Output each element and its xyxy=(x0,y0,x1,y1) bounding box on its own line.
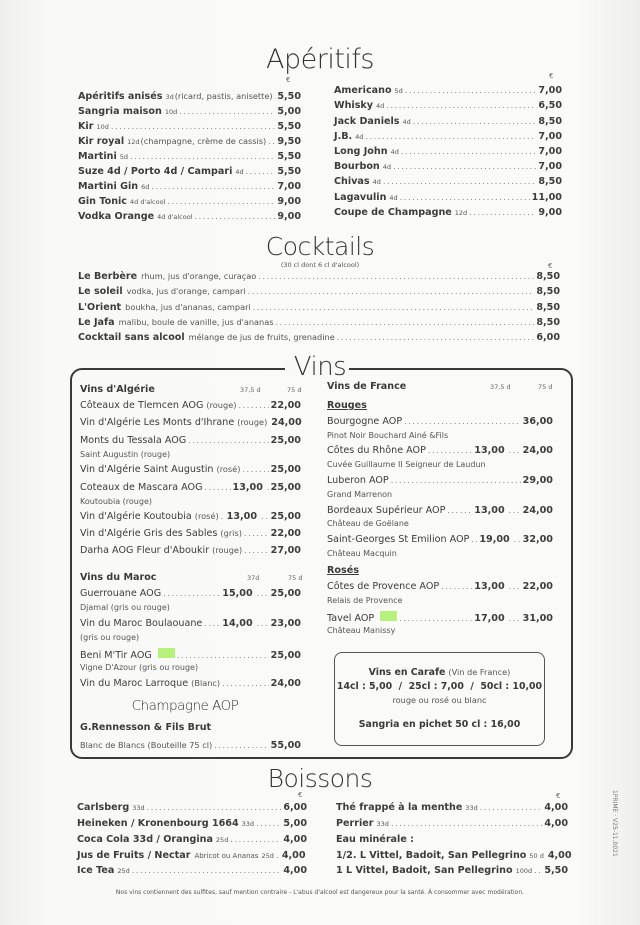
menu-item: Martini Gin 6d ..... 7,00 xyxy=(78,181,301,195)
menu-item: Martini 5d ..... 5,50 xyxy=(78,151,301,165)
wine-item: Vin du Maroc Larroque (Blanc) ..... 24,00 xyxy=(80,678,301,692)
wine-item: Vin d'Algérie Les Monts d'Ihrane (rouge) 24,00 xyxy=(80,417,302,428)
wine-subtitle: Djamal (gris ou rouge) xyxy=(80,603,170,612)
wine-subtitle: Château Macquin xyxy=(327,549,397,558)
champagne-name: G.Rennesson & Fils Brut xyxy=(80,722,212,733)
wines-algeria-heading: Vins d'Algérie xyxy=(80,384,155,395)
menu-item: Perrier 33d ..... 4,00 xyxy=(336,818,568,832)
wine-item: Côtes du Rhône AOP ..... 13,00 ..... 24,00 xyxy=(327,445,553,459)
highlight-marker xyxy=(158,648,175,658)
wine-item: Vin d'Algérie Gris des Sables (gris) ..... 22,00 xyxy=(80,528,301,542)
menu-item: J.B. 4d ..... 7,00 xyxy=(334,131,562,145)
menu-item: 1/2. L Vittel, Badoit, San Pellegrino 50 d 4,00 xyxy=(336,850,572,861)
wine-item: Monts du Tessala AOG ..... 25,00 xyxy=(80,435,301,449)
wine-item: Bourgogne AOP ..... 36,00 xyxy=(327,416,553,430)
wine-subtitle: Relais de Provence xyxy=(327,596,403,605)
menu-item: Apéritifs anisés 3d (ricard, pastis, anisette) ..... 5,50 xyxy=(78,91,301,105)
wine-item: Côteaux de Tlemcen AOG (rouge) ..... 22,00 xyxy=(80,400,301,414)
wines-rose-heading: Rosés xyxy=(327,565,359,576)
wine-item: Beni M'Tir AOG ..... 25,00 xyxy=(80,648,301,662)
legal-footer: Nos vins contiennent des sulfites, sauf mention contraire - L'abus d'alcool est dangereux pour la santé. À consommer avec modération. xyxy=(115,889,525,896)
wine-item: Tavel AOP ..... 17,00 ..... 31,00 xyxy=(327,611,553,625)
menu-item: Heineken / Kronenbourg 1664 33d ..... 5,00 xyxy=(77,818,307,832)
menu-item: Whisky 4d ..... 6,50 xyxy=(334,100,562,114)
carafe-title-line: Vins en Carafe (Vin de France) xyxy=(368,667,511,678)
menu-item: Jack Daniels 4d ..... 8,50 xyxy=(334,116,562,130)
wines-red-heading: Rouges xyxy=(327,400,367,411)
wine-item: Vin d'Algérie Saint Augustin (rosé) ..... 25,00 xyxy=(80,464,301,478)
menu-item: Thé frappé à la menthe 33d ..... 4,00 xyxy=(336,802,568,816)
menu-item: Kir 10d ..... 5,50 xyxy=(78,121,301,135)
carafe-colors: rouge ou rosé ou blanc xyxy=(392,695,487,705)
menu-item: Vodka Orange 4d d'alcool ..... 9,00 xyxy=(78,211,301,225)
carafe-box xyxy=(334,652,545,746)
cocktails-title: Cocktails xyxy=(265,232,375,261)
champagne-item: Blanc de Blancs (Bouteille 75 cl) ..... 55,00 xyxy=(80,740,301,754)
column-header-half: 37,5 d xyxy=(490,383,511,391)
currency-label: € xyxy=(286,76,291,84)
carafe-prices: 14cl : 5,00 / 25cl : 7,00 / 50cl : 10,00 xyxy=(336,681,543,692)
menu-item: Coupe de Champagne 12d ..... 9,00 xyxy=(334,207,562,221)
print-reference-code: 1PRIME · V25-11.0021 xyxy=(611,790,618,857)
menu-item: Kir royal 12d (champagne, crème de cassis) ..... 9,50 xyxy=(78,136,301,150)
column-header-full: 75 d xyxy=(287,386,302,394)
wines-morocco-heading: Vins du Maroc xyxy=(80,572,157,583)
wine-subtitle: Cuvée Guillaume II Seigneur de Laudun xyxy=(327,460,486,469)
wine-subtitle: (gris ou rouge) xyxy=(80,633,140,642)
menu-item: Le soleil vodka, jus d'orange, campari ..... 8,50 xyxy=(78,286,560,300)
menu-item: Le Jafa malibu, boule de vanille, jus d'ananas ..... 8,50 xyxy=(78,317,560,331)
menu-item: Lagavulin 4d ..... 11,00 xyxy=(334,192,562,206)
cocktails-subtitle: (30 cl dont 6 cl d'alcool) xyxy=(280,261,360,269)
menu-item: Sangria maison 10d ..... 5,00 xyxy=(78,106,301,120)
column-header-half: 37,5 d xyxy=(240,386,261,394)
menu-item: Bourbon 4d ..... 7,00 xyxy=(334,161,562,175)
sangria-pitcher: Sangria en pichet 50 cl : 16,00 xyxy=(358,719,521,730)
wine-item: Vin du Maroc Boulaouane ..... 14,00 ..... 23,00 xyxy=(80,618,301,632)
wine-subtitle: Grand Marrenon xyxy=(327,490,393,499)
wine-item: Vin d'Algérie Koutoubia (rosé) ..... 13,00 ..... 25,00 xyxy=(80,511,301,525)
aperitifs-title: Apéritifs xyxy=(266,44,374,75)
highlight-marker xyxy=(380,611,397,621)
wine-item: Luberon AOP ..... 29,00 xyxy=(327,475,553,489)
currency-label: € xyxy=(548,262,553,270)
menu-item: Cocktail sans alcool mélange de jus de fruits, grenadine ..... 6,00 xyxy=(78,332,560,346)
menu-item: Coca Cola 33d / Orangina 25d ..... 4,00 xyxy=(77,834,307,848)
menu-item: Jus de Fruits / Nectar Abricot ou Ananas 25d ..... 4,00 xyxy=(77,850,307,864)
menu-item: Americano 5d ..... 7,00 xyxy=(334,85,562,99)
wine-item: Bordeaux Supérieur AOP ..... 13,00 ..... 24,00 xyxy=(327,505,553,519)
column-header-full: 75 d xyxy=(288,574,303,582)
currency-label: € xyxy=(549,72,554,80)
menu-item: Chivas 4d ..... 8,50 xyxy=(334,176,562,190)
currency-label: € xyxy=(556,792,561,800)
menu-item: Eau minérale : xyxy=(336,834,414,845)
wine-item: Darha AOG Fleur d'Aboukir (rouge) ..... 27,00 xyxy=(80,545,301,559)
menu-item: Ice Tea 25d ..... 4,00 xyxy=(77,865,307,879)
column-header-half: 37d xyxy=(247,574,260,582)
wine-subtitle: Vigne D'Azour (gris ou rouge) xyxy=(80,663,199,672)
wines-title: Vins xyxy=(293,352,347,382)
menu-item: Long John 4d ..... 7,00 xyxy=(334,146,562,160)
drinks-title: Boissons xyxy=(267,764,373,793)
wine-subtitle: Saint Augustin (rouge) xyxy=(80,450,171,459)
menu-item: Le Berbère rhum, jus d'orange, curaçao ..... 8,50 xyxy=(78,271,560,285)
wine-subtitle: Pinot Noir Bouchard Ainé &Fils xyxy=(327,431,449,440)
menu-item: L'Orient boukha, jus d'ananas, campari ..... 8,50 xyxy=(78,302,560,316)
column-header-full: 75 d xyxy=(538,383,553,391)
wines-france-heading: Vins de France xyxy=(327,381,407,392)
wine-subtitle: Château Manissy xyxy=(327,626,396,635)
wine-item: Coteaux de Mascara AOG ..... 13,00 ..... 25,00 xyxy=(80,482,301,496)
currency-label: € xyxy=(298,791,303,799)
wine-item: Saint-Georges St Emilion AOP ..... 19,00 ..... 32,00 xyxy=(327,534,553,548)
menu-item: Carlsberg 33d ..... 6,00 xyxy=(77,802,307,816)
menu-item: Suze 4d / Porto 4d / Campari 4d ..... 5,50 xyxy=(78,166,301,180)
menu-item: Gin Tonic 4d d'alcool ..... 9,00 xyxy=(78,196,301,210)
wine-subtitle: Château de Goëlane xyxy=(327,519,409,528)
menu-item: 1 L Vittel, Badoit, San Pellegrino 100d ..... 5,50 xyxy=(336,865,568,879)
wine-item: Guerrouane AOG ..... 15,00 ..... 25,00 xyxy=(80,588,301,602)
wine-subtitle: Koutoubia (rouge) xyxy=(80,497,152,506)
wine-item: Côtes de Provence AOP ..... 13,00 ..... 22,00 xyxy=(327,581,553,595)
champagne-heading: Champagne AOP xyxy=(131,698,239,714)
